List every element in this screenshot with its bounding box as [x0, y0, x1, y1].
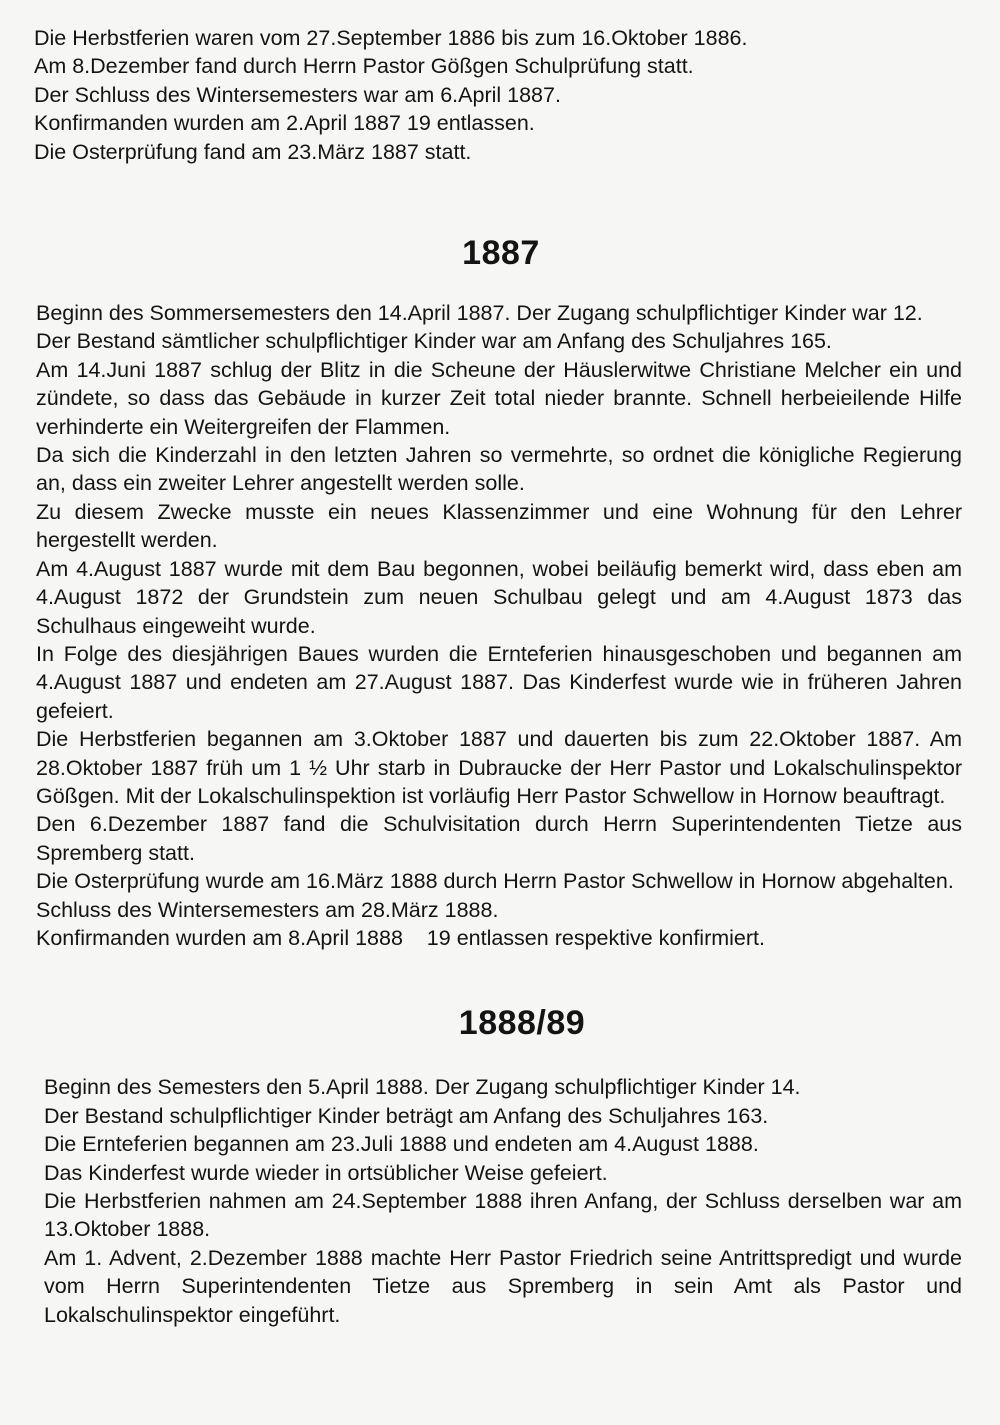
- year-heading-1888-89: 1888/89: [458, 1004, 586, 1043]
- paragraph: Die Herbstferien waren vom 27.September 1886 bis zum 16.Oktober 1886.: [34, 26, 748, 50]
- paragraph: Da sich die Kinderzahl in den letzten Jahren so vermehrte, so ordnet die königliche Regierung an, dass ein zweiter Lehrer angestellt werden solle.: [36, 443, 962, 496]
- year-heading-1887: 1887: [462, 234, 540, 273]
- paragraph: Am 8.Dezember fand durch Herrn Pastor Gößgen Schulprüfung statt.: [34, 54, 694, 79]
- paragraph: In Folge des diesjährigen Baues wurden die Ernteferien hinausgeschoben und begannen am 4.August 1887 und endeten am 27.August 1887. Das Kinderfest wurde wie in früheren Jahren gefeiert.: [36, 641, 962, 723]
- paragraph: Zu diesem Zwecke musste ein neues Klassenzimmer und eine Wohnung für den Lehrer hergestellt werden.: [36, 499, 962, 553]
- paragraph: Konfirmanden wurden am 8.April 1888 19 entlassen respektive konfirmiert.: [36, 925, 765, 950]
- paragraph: Konfirmanden wurden am 2.April 1887 19 entlassen.: [34, 111, 535, 136]
- section-1887-entries: [34, 299, 962, 952]
- paragraph: Den 6.Dezember 1887 fand die Schulvisitation durch Herrn Superintendenten Tietze aus Spremberg statt.: [36, 812, 962, 865]
- paragraph: Schluss des Wintersemesters am 28.März 1888.: [36, 897, 499, 922]
- paragraph: Das Kinderfest wurde wieder in ortsüblicher Weise gefeiert.: [44, 1160, 608, 1185]
- paragraph: Die Osterprüfung fand am 23.März 1887 statt.: [34, 139, 472, 164]
- section-1888-entries: [34, 1073, 962, 1329]
- paragraph: Beginn des Sommersemesters den 14.April 1887. Der Zugang schulpflichtiger Kinder war 12.: [36, 301, 923, 326]
- section-1886-entries: [34, 24, 962, 166]
- paragraph: Die Ernteferien begannen am 23.Juli 1888 und endeten am 4.August 1888.: [44, 1132, 759, 1157]
- paragraph: Der Bestand schulpflichtiger Kinder beträgt am Anfang des Schuljahres 163.: [44, 1103, 769, 1128]
- paragraph: Die Herbstferien begannen am 3.Oktober 1887 und dauerten bis zum 22.Oktober 1887. Am 28.Oktober 1887 früh um 1 ½ Uhr starb in Dubraucke der Herr Pastor und Lokalschulinspektor Gößgen. Mit der Lokalschulinspektion ist vorläufig Herr Pastor Schwellow in Hornow beauftragt.: [36, 727, 962, 808]
- paragraph: Am 14.Juni 1887 schlug der Blitz in die Scheune der Häuslerwitwe Christiane Melcher ein und zündete, so dass das Gebäude in kurzer Zeit total nieder brannte. Schnell herbeieilende Hilfe verhinderte ein Weitergreifen der Flammen.: [36, 357, 962, 439]
- paragraph: Die Osterprüfung wurde am 16.März 1888 durch Herrn Pastor Schwellow in Hornow abgehalten.: [36, 869, 954, 894]
- paragraph: Am 4.August 1887 wurde mit dem Bau begonnen, wobei beiläufig bemerkt wird, dass eben am 4.August 1872 der Grundstein zum neuen Schulbau gelegt und am 4.August 1873 das Schulhaus eingeweiht wurde.: [36, 556, 962, 638]
- paragraph: Der Bestand sämtlicher schulpflichtiger Kinder war am Anfang des Schuljahres 165.: [36, 329, 832, 354]
- paragraph: Am 1. Advent, 2.Dezember 1888 machte Herr Pastor Friedrich seine Antrittspredigt und wurde vom Herrn Superintendenten Tietze aus Spremberg in sein Amt als Pastor und Lokalschulinspektor eingeführt.: [44, 1245, 962, 1327]
- paragraph: Der Schluss des Wintersemesters war am 6.April 1887.: [34, 82, 561, 107]
- paragraph: Beginn des Semesters den 5.April 1888. Der Zugang schulpflichtiger Kinder 14.: [44, 1075, 801, 1100]
- paragraph: Die Herbstferien nahmen am 24.September 1888 ihren Anfang, der Schluss derselben war am 13.Oktober 1888.: [44, 1189, 962, 1242]
